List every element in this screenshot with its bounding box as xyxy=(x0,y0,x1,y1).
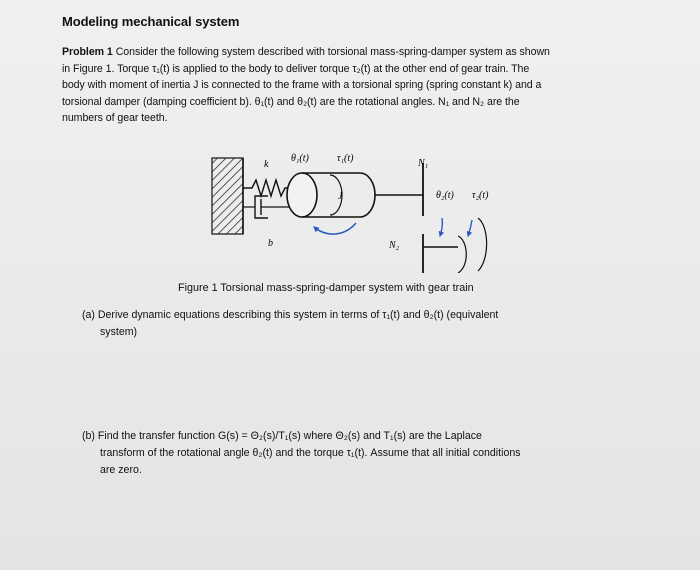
part-b-line-3: are zero. xyxy=(100,464,142,476)
gear-n2-label: N₂ xyxy=(389,240,400,251)
theta1-label: θ₁(t) xyxy=(291,153,309,164)
theta2-arrow xyxy=(440,218,442,236)
theta2-label: θ₂(t) xyxy=(436,190,454,201)
problem-line-1-text: Consider the following system described with torsional mass-spring-damper system as shown xyxy=(115,46,550,58)
inertia-label: J xyxy=(338,191,343,202)
part-b-line-2: transform of the rotational angle θ₂(t) and the torque τ₁(t). Assume that all initial conditions xyxy=(100,447,521,459)
problem-line-3: body with moment of inertia J is connected to the frame with a torsional spring (spring constant k) and a xyxy=(62,79,542,92)
inertia-body-front xyxy=(287,173,317,217)
fixed-frame xyxy=(212,158,243,234)
spring-constant-label: k xyxy=(264,159,269,170)
tau2-label: τ₂(t) xyxy=(472,190,489,201)
problem-line-1 xyxy=(62,44,660,61)
part-b-line-1: (b) Find the transfer function G(s) = Θ₂(s)/T₁(s) where Θ₂(s) and T₁(s) are the Laplace xyxy=(82,430,482,442)
part-a-line-2: system) xyxy=(100,326,138,338)
output-disk-back xyxy=(478,218,487,271)
problem-line-2: in Figure 1. Torque τ₁(t) is applied to the body to deliver torque τ₂(t) at the other end of gear train. The xyxy=(62,62,530,75)
inertia-body-back xyxy=(360,173,375,217)
part-a-line-1: (a) Derive dynamic equations describing this system in terms of τ₁(t) and θ₂(t) (equivalent xyxy=(82,309,499,321)
page-title: Modeling mechanical system xyxy=(62,14,240,29)
figure-caption: Figure 1 Torsional mass-spring-damper system with gear train xyxy=(178,282,474,294)
problem-statement xyxy=(62,44,660,127)
damping-coefficient-label: b xyxy=(268,238,273,249)
problem-line-4: torsional damper (damping coefficient b). θ₁(t) and θ₂(t) are the rotational angles. N₁ and N₂ are the xyxy=(62,95,520,108)
tau2-arrow xyxy=(468,220,472,236)
tau1-label: τ₁(t) xyxy=(337,153,354,164)
gear-n1-label: N₁ xyxy=(418,158,429,169)
torsional-system-diagram xyxy=(210,148,510,273)
part-b xyxy=(82,428,657,479)
problem-line-5: numbers of gear teeth. xyxy=(62,112,168,125)
part-a xyxy=(82,307,642,341)
output-disk-front xyxy=(458,236,466,273)
tau1-arrow xyxy=(314,223,356,234)
problem-label: Problem 1 xyxy=(62,46,113,58)
